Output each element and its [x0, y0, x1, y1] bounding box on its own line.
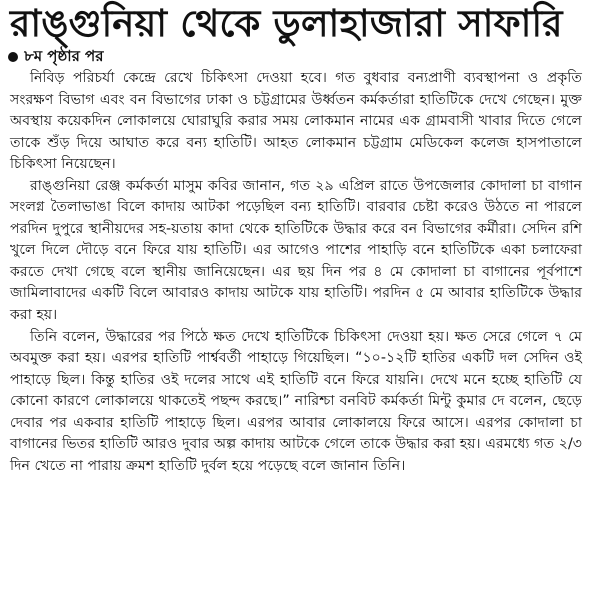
article-paragraph-2: রাঙ্গুনিয়া রেঞ্জ কর্মকর্তা মাসুম কবির জানান, গত ২৯ এপ্রিল রাতে উপজেলার কোদালা চা বাগান সংলগ্ন তৈলাভাঙা বিলে কাদায় আটকা পড়েছিল বন্য হাতিটি। বারবার চেষ্টা করেও উঠতে না পারলে পরদিন দুপুরে স্থানীয়দের সহ-য়তায় কাদা থেকে হাতিটিকে উদ্ধার করে বন বিভাগের কর্মীরা। সেদিন রশি খুলে দিলে দৌড়ে বনে ফিরে যায় হাতিটি। এর আগেও পাশের পাহাড়ি বনে হাতিটিকে একা চলাফেরা করতে দেখা গেছে বলে স্থানীয় জানিয়েছেন। এর ছয় দিন পর ৪ মে কোদালা চা বাগানের পূর্বপাশে জামিলাবাদের একটি বিলে আবারও কাদায় আটকে যায় হাতিটি। পরদিন ৫ মে আবার হাতিটিকে উদ্ধার করা হয়।	[10, 177, 582, 324]
article-headline: রাঙ্গুনিয়া থেকে ডুলাহাজারা সাফারি	[10, 2, 563, 45]
continued-from-label	[8, 46, 582, 68]
article-body	[10, 68, 582, 477]
article-paragraph-3: তিনি বলেন, উদ্ধারের পর পিঠে ক্ষত দেখে হাতিটিকে চিকিৎসা দেওয়া হয়। ক্ষত সেরে গেলে ৭ মে অবমুক্ত করা হয়। এরপর হাতিটি পার্শ্ববর্তী পাহাড়ে গিয়েছিল। “১০-১২টি হাতির একটি দল সেদিন ওই পাহাড়ে ছিল। কিন্তু হাতির ওই দলের সাথে এই হাতিটি বনে ফিরে যায়নি। দেখে মনে হচ্ছে হাতিটি যে কোনো কারণে লোকালয়ে থাকতেই পছন্দ করছে।” নারিশ্চা বনবিট কর্মকর্তা মিন্টু কুমার দে বলেন, ছেড়ে দেবার পর একবার হাতিটি পাহাড়ে ছিল। এরপর আবার লোকালয়ে ফিরে আসে। এরপর কোদালা চা বাগানের ভিতর হাতিটি আরও দুবার অল্প কাদায় আটকে গেলে তাকে উদ্ধার করা হয়। এরমধ্যে গত ২/৩ দিন খেতে না পারায় ক্রমশ হাতিটি দুর্বল হয়ে পড়েছে বলে জানান তিনি।	[10, 328, 582, 474]
article-paragraph-1: নিবিড় পরিচর্যা কেন্দ্রে রেখে চিকিৎসা দেওয়া হবে। গত বুধবার বন্যপ্রাণী ব্যবস্থাপনা ও প্রকৃতি সংরক্ষণ বিভাগ এবং বন বিভাগের ঢাকা ও চট্টগ্রামের উর্ধ্বতন কর্মকর্তারা হাতিটিকে দেখে গেছেন। মুক্ত অবস্থায় কয়েকদিন লোকালয়ে ঘোরাঘুরি করার সময় লোকমান নামের এক গ্রামবাসী খাবার দিতে গেলে তাকে শুঁড় দিয়ে আঘাত করে বন্য হাতিটি। আহত লোকমান চট্টগ্রাম মেডিকেল কলেজ হাসপাতালে চিকিৎসা নিয়েছেন।	[10, 70, 582, 173]
bullet-icon	[8, 52, 18, 62]
continued-from-text: ৮ম পৃষ্ঠার পর	[24, 46, 104, 65]
